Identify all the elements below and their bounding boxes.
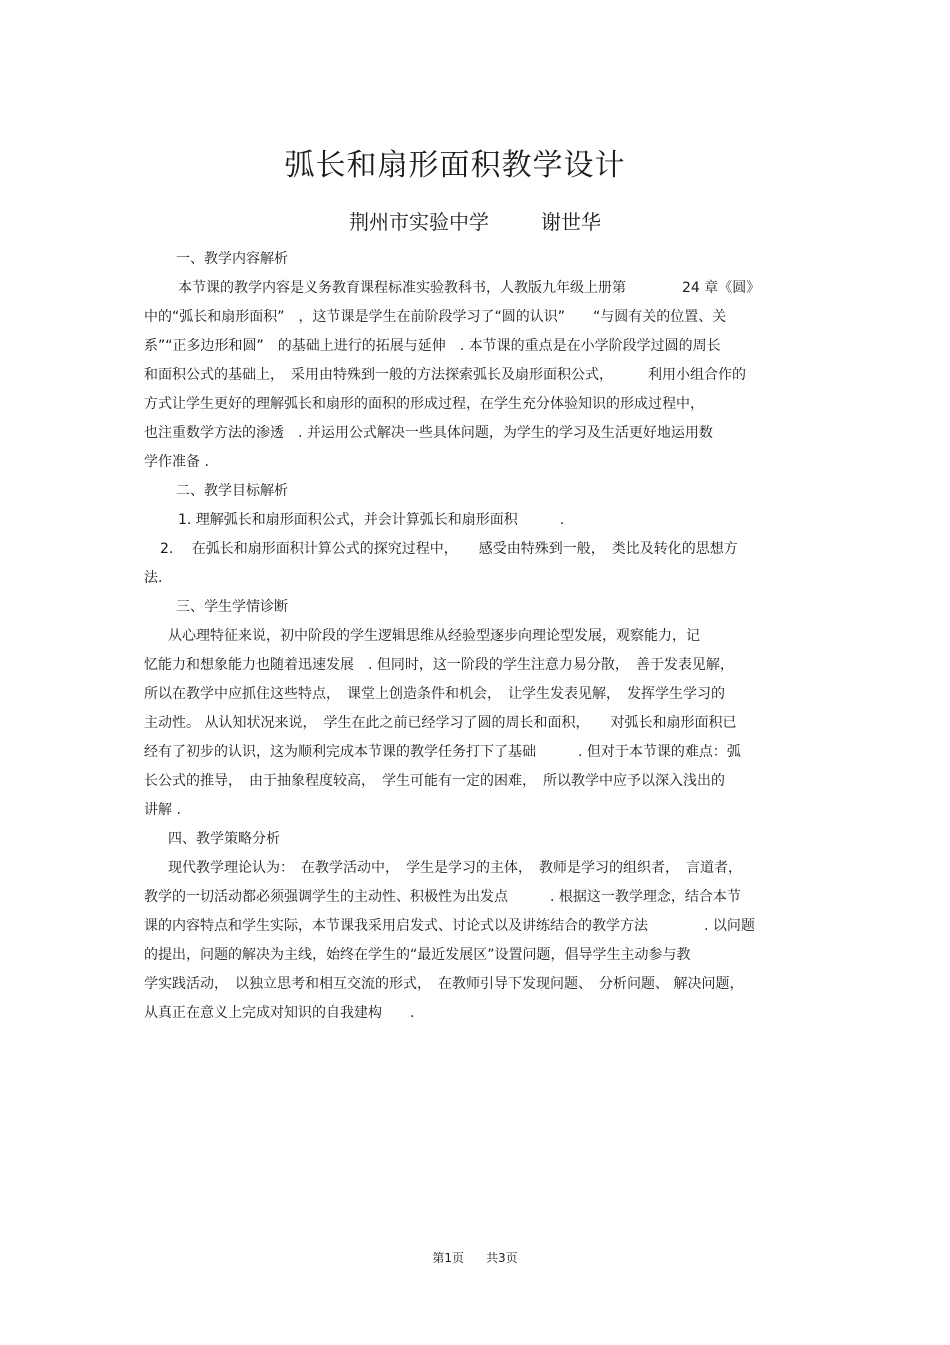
paragraph-line: 的提出，问题的解决为主线，始终在学生的“最近发展区”设置问题，倡导学生主动参与教 [144,947,691,963]
author-name: 谢世华 [541,210,601,234]
paragraph-line: 现代教学理论认为： 在教学活动中， 学生是学习的主体， 教师是学习的组织者， 言道者， [168,860,742,876]
paragraph-line: 本节课的教学内容是义务教育课程标准实验教科书，人教版九年级上册第 24 章《圆》 [178,280,761,296]
paragraph-line: 也注重数学方法的渗透 . 并运用公式解决一些具体问题，为学生的学习及生活更好地运用数 [144,425,713,441]
objective-line: 1. 理解弧长和扇形面积公式，并会计算弧长和扇形面积 . [178,512,565,528]
school-name: 荆州市实验中学 [349,210,489,234]
section-heading-3: 三、学生学情诊断 [176,599,288,615]
paragraph-line: 讲解 . [144,802,181,818]
paragraph-line: 从真正在意义上完成对知识的自我建构 . [144,1005,415,1021]
paragraph-line: 经有了初步的认识，这为顺利完成本节课的教学任务打下了基础 . 但对于本节课的难点：弧 [144,744,741,760]
author-line [0,206,950,235]
objective-line: 法. [144,570,163,586]
document-title: 弧长和扇形面积教学设计 [284,148,626,183]
paragraph-line: 方式让学生更好的理解弧长和扇形的面积的形成过程，在学生充分体验知识的形成过程中， [144,396,704,412]
page-footer [0,1249,950,1266]
paragraph-line: 所以在教学中应抓住这些特点， 课堂上创造条件和机会， 让学生发表见解， 发挥学生学习的 [144,686,725,702]
objective-line: 2. 在弧长和扇形面积计算公式的探究过程中， 感受由特殊到一般， 类比及转化的思想方 [160,541,738,557]
paragraph-line: 长公式的推导， 由于抽象程度较高， 学生可能有一定的困难， 所以教学中应予以深入浅出的 [144,773,725,789]
paragraph-line: 学实践活动， 以独立思考和相互交流的形式， 在教师引导下发现问题、 分析问题、 解决问题， [144,976,744,992]
paragraph-line: 教学的一切活动都必须强调学生的主动性、积极性为出发点 . 根据这一教学理念，结合本节 [144,889,741,905]
paragraph-line: 学作准备 . [144,454,209,470]
paragraph-line: 中的“弧长和扇形面积” ，这节课是学生在前阶段学习了“圆的认识” “与圆有关的位置、关 [144,309,727,325]
paragraph-line: 课的内容特点和学生实际，本节课我采用启发式、讨论式以及讲练结合的教学方法 . 以问题 [144,918,755,934]
section-heading-4: 四、教学策略分析 [168,831,280,847]
paragraph-line: 忆能力和想象能力也随着迅速发展 . 但同时，这一阶段的学生注意力易分散， 善于发表见解， [144,657,734,673]
section-heading-2: 二、教学目标解析 [176,483,288,499]
paragraph-line: 和面积公式的基础上， 采用由特殊到一般的方法探索弧长及扇形面积公式， 利用小组合作的 [144,367,746,383]
section-heading-1: 一、教学内容解析 [176,251,288,267]
paragraph-line: 从心理特征来说，初中阶段的学生逻辑思维从经验型逐步向理论型发展，观察能力，记 [168,628,700,644]
page-number: 第1页 [432,1251,464,1265]
page-total: 共3页 [486,1251,518,1265]
paragraph-line: 主动性。 从认知状况来说， 学生在此之前已经学习了圆的周长和面积， 对弧长和扇形面积已 [144,715,737,731]
paragraph-line: 系”“正多边形和圆” 的基础上进行的拓展与延伸 . 本节课的重点是在小学阶段学过圆的周长 [144,338,721,354]
